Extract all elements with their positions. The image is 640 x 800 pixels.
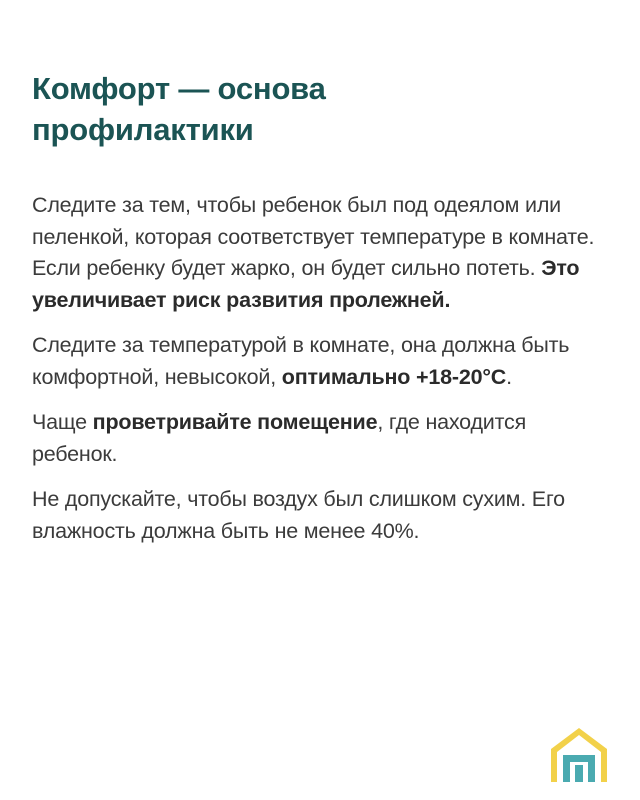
paragraph-text: Следите за тем, чтобы ребенок был под одеялом или пеленкой, которая соответствует температуре в комнате. Если ребенку будет жарко, он будет сильно потеть. (32, 193, 595, 280)
paragraph-bold-text: проветривайте помещение (92, 410, 378, 434)
paragraph-text-end: , где находится ребенок. (32, 410, 527, 466)
paragraph-text: Не допускайте, чтобы воздух был слишком сухим. Его влажность должна быть не менее 40%. (32, 487, 565, 543)
paragraph-blanket (32, 190, 612, 316)
paragraph-bold-text: Это увеличивает риск развития пролежней. (32, 256, 580, 312)
title-line-1: Комфорт — основа (32, 71, 326, 106)
house-logo-inner-stripe (575, 765, 583, 782)
paragraph-text-end: . (506, 364, 512, 389)
page-title (32, 68, 612, 150)
house-logo-icon (548, 724, 610, 786)
title-line-2: профилактики (32, 112, 254, 147)
paragraph-temperature (32, 330, 612, 393)
paragraph-text: Следите за температурой в комнате, она должна быть комфортной, невысокой, (32, 333, 570, 389)
paragraph-text: Чаще (32, 410, 93, 434)
paragraph-ventilation (32, 407, 612, 470)
paragraph-humidity (32, 484, 612, 547)
paragraph-bold-text: оптимально +18-20°С (281, 364, 507, 389)
article-body (32, 190, 612, 547)
article (32, 68, 612, 561)
